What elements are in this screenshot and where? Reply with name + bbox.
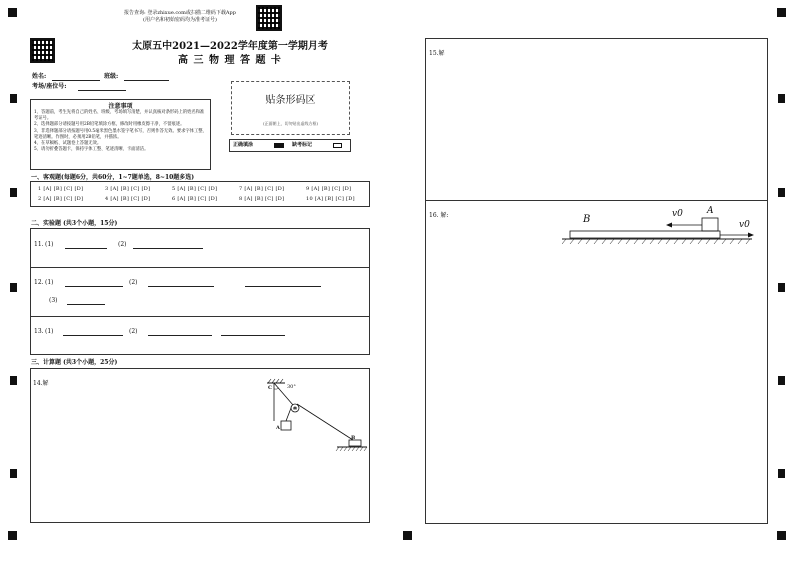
barcode-hint: (正面朝上，切勿贴出虚线方框): [262, 121, 319, 126]
choice-q5[interactable]: 5 [A] [B] [C] [D]: [172, 186, 218, 192]
side-mark: [778, 376, 785, 385]
correct-fill-sample: [274, 143, 284, 148]
q12-answer1[interactable]: [65, 286, 123, 287]
choice-q2[interactable]: 2 [A] [B] [C] [D]: [38, 196, 84, 202]
absent-label: 缺考标记: [292, 142, 313, 148]
report-notice: [115, 10, 245, 24]
side-mark: [10, 469, 17, 478]
q12-answer2[interactable]: [148, 286, 214, 287]
q14-c-label: C: [268, 385, 272, 391]
notes-item: 3、非选择题部分请按题号用0.5毫米黑色墨水签字笔书写，否则作答无效。要求字体工整、笔迹清晰。作图时，必须用2B铅笔，并描浓。: [34, 128, 207, 140]
side-mark: [778, 188, 785, 197]
report-notice-line1: 报告查询: 登录zhixue.com或扫描二维码下载App: [124, 10, 236, 16]
q16-v0-right-label: v0: [739, 220, 750, 230]
class-field[interactable]: [124, 80, 169, 81]
q13-answer2b[interactable]: [221, 335, 285, 336]
section2-box: [30, 228, 370, 355]
choice-q4[interactable]: 4 [A] [B] [C] [D]: [105, 196, 151, 202]
choice-q1[interactable]: 1 [A] [B] [C] [D]: [38, 186, 84, 192]
q12-number: 12.: [34, 279, 44, 286]
section2-title: 二、实验题 (共3个小题，15分): [31, 220, 118, 227]
app-qr-code: [256, 5, 282, 31]
q13-part1-label: (1): [45, 328, 54, 335]
corner-mark-br: [777, 531, 786, 540]
side-mark: [778, 283, 785, 292]
q14-diagram: [259, 377, 369, 462]
q12-part3-label: (3): [49, 297, 58, 304]
choice-q3[interactable]: 3 [A] [B] [C] [D]: [105, 186, 151, 192]
side-mark: [10, 376, 17, 385]
q12-answer3[interactable]: [67, 304, 105, 305]
q15-label: 15.解: [429, 50, 445, 57]
side-mark: [778, 94, 785, 103]
exam-title: 太原五中2021—2022学年度第一学期月考: [132, 41, 328, 52]
q13-answer2[interactable]: [148, 335, 212, 336]
exam-room-field[interactable]: [78, 90, 126, 91]
section1-title: 一、客观题(每题6分，共60分，1~7题单选，8~10题多选): [31, 174, 195, 181]
q12-answer2b[interactable]: [245, 286, 321, 287]
q16-v0-left-label: v0: [672, 209, 683, 219]
notes-item: 5、请勿折叠答题卡，保持字体工整、笔迹清晰、卡面清洁。: [34, 147, 149, 153]
name-field[interactable]: [52, 80, 100, 81]
q14-pulley-label: O: [293, 406, 298, 412]
side-mark: [10, 188, 17, 197]
exam-room-label: 考场/座位号:: [32, 83, 67, 90]
q11-answer1[interactable]: [65, 248, 107, 249]
q16-board-label: B: [583, 214, 591, 225]
q11-number: 11.: [34, 241, 44, 248]
corner-mark-bm: [403, 531, 412, 540]
notes-list: [31, 110, 210, 153]
notes-item: 1、答题前，考生先将自己的姓名、班级、考场填写清楚，并认真核对条形码上的姓名和准考证号。: [34, 110, 205, 122]
choice-grid: [30, 181, 370, 207]
notes-item: 4、在草稿纸、试题卷上答题无效。: [34, 141, 102, 147]
notes-box: [30, 99, 211, 170]
q11-part1-label: (1): [45, 241, 54, 248]
side-mark: [10, 283, 17, 292]
choice-q6[interactable]: 6 [A] [B] [C] [D]: [172, 196, 218, 202]
divider: [31, 267, 369, 268]
fill-legend: [229, 139, 351, 152]
choice-q10[interactable]: 10 [A] [B] [C] [D]: [306, 196, 355, 202]
barcode-label: 贴条形码区: [265, 95, 316, 106]
corner-mark-tr: [777, 8, 786, 17]
exam-subtitle: 高 三 物 理 答 题 卡: [178, 55, 282, 66]
q11-answer2[interactable]: [133, 248, 203, 249]
student-qr-code: [30, 38, 55, 63]
absent-checkbox[interactable]: [333, 143, 342, 148]
q16-block-label: A: [707, 206, 714, 216]
divider: [31, 316, 369, 317]
section3-title: 三、计算题 (共3个小题，25分): [31, 359, 118, 366]
side-mark: [778, 469, 785, 478]
q14-a-label: A: [276, 425, 280, 431]
choice-q9[interactable]: 9 [A] [B] [C] [D]: [306, 186, 352, 192]
q13-number: 13.: [34, 328, 44, 335]
choice-row-1: [38, 186, 373, 192]
side-mark: [10, 94, 17, 103]
choice-q7[interactable]: 7 [A] [B] [C] [D]: [239, 186, 285, 192]
choice-q8[interactable]: 8 [A] [B] [C] [D]: [239, 196, 285, 202]
q16-label: 16. 解:: [429, 212, 449, 219]
class-label: 班级:: [104, 73, 119, 80]
barcode-area: [231, 81, 350, 135]
q14-answer-box[interactable]: [30, 368, 370, 523]
q13-answer1[interactable]: [63, 335, 123, 336]
q11-part2-label: (2): [118, 241, 127, 248]
q14-angle-label: 30°: [287, 384, 296, 390]
corner-mark-tl: [8, 8, 17, 17]
q15-answer-box[interactable]: [425, 38, 768, 201]
q16-diagram: [562, 205, 762, 249]
q16-answer-box[interactable]: [425, 200, 768, 524]
q14-b-label: B: [351, 435, 356, 441]
notes-item: 2、选择题部分请按题号用2B铅笔填涂方框，修改时用橡皮擦干净，不留痕迹。: [34, 122, 185, 128]
correct-fill-label: 正确填涂: [233, 142, 254, 148]
report-notice-line2: (用户名和初始密码均为准考证号): [143, 17, 217, 23]
q14-label: 14.解: [33, 380, 49, 387]
q12-part2-label: (2): [129, 279, 138, 286]
choice-row-2: [38, 196, 373, 202]
notes-title: 注意事项: [108, 103, 133, 110]
q12-part1-label: (1): [45, 279, 54, 286]
name-label: 姓名:: [32, 73, 47, 80]
corner-mark-bl: [8, 531, 17, 540]
q13-part2-label: (2): [129, 328, 138, 335]
